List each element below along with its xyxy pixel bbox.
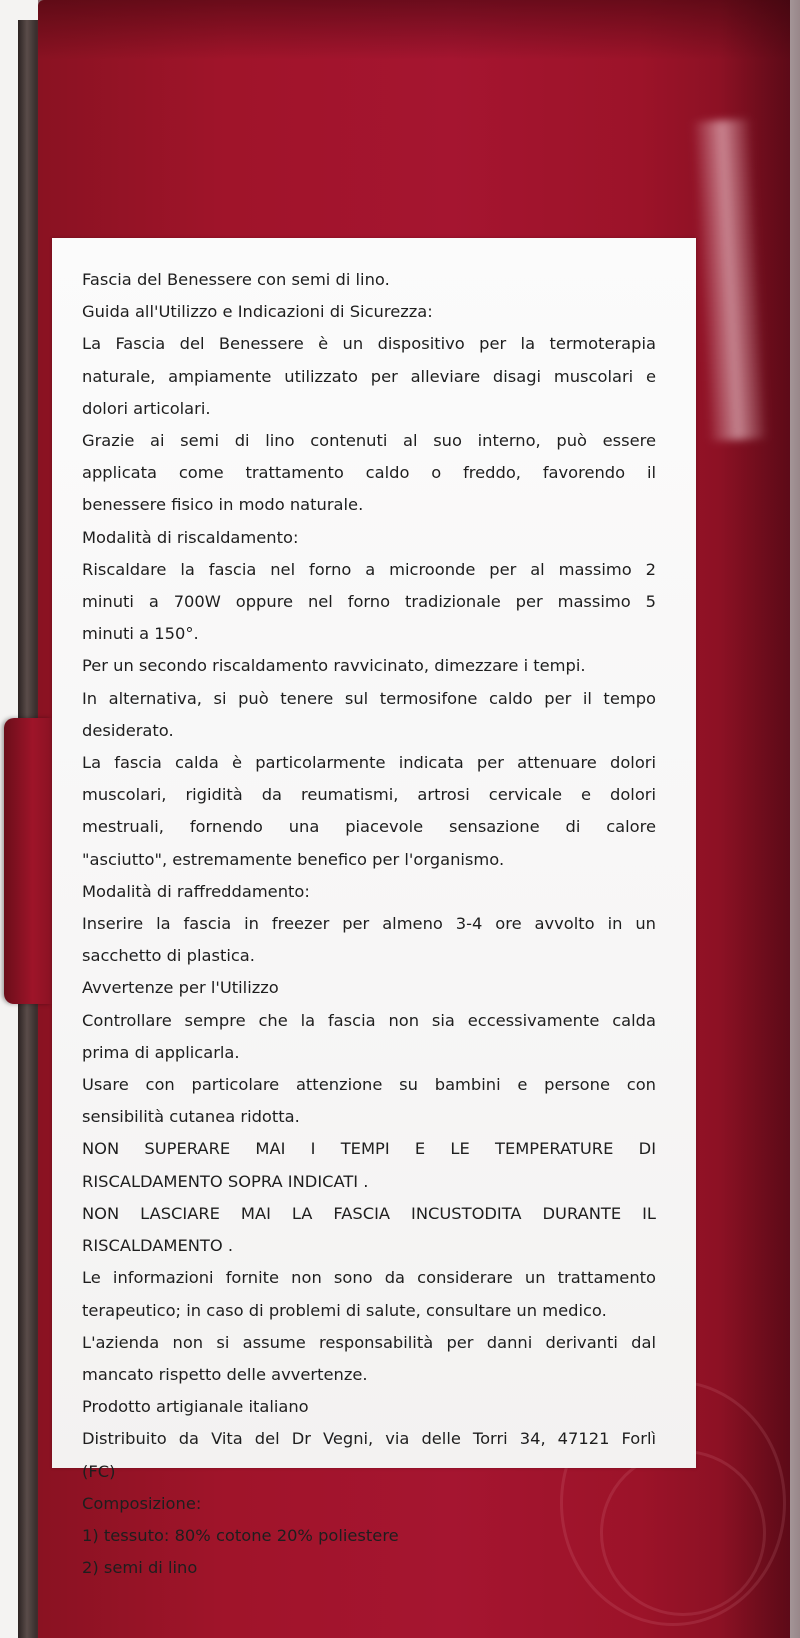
label-line: Prodotto artigianale italiano	[82, 1397, 309, 1417]
label-line: Avvertenze per l'Utilizzo	[82, 978, 279, 998]
label-line: mancato rispetto delle avvertenze.	[82, 1364, 368, 1384]
label-line: dolori articolari.	[82, 398, 211, 418]
label-line: mestruali, fornendo una piacevole sensazione di calore	[82, 817, 656, 837]
label-line: La Fascia del Benessere è un dispositivo per la termoterapia	[82, 334, 656, 354]
label-line: prima di applicarla.	[82, 1042, 240, 1062]
label-line: sacchetto di plastica.	[82, 946, 255, 966]
label-line: minuti a 700W oppure nel forno tradizionale per massimo 5	[82, 592, 656, 612]
label-line: Composizione:	[82, 1493, 202, 1513]
box-top-shadow	[38, 0, 790, 60]
box-closing-tab	[4, 718, 52, 1004]
label-line: Usare con particolare attenzione su bambini e persone con	[82, 1075, 656, 1095]
label-line: RISCALDAMENTO SOPRA INDICATI .	[82, 1171, 369, 1191]
instruction-text	[82, 264, 656, 1584]
label-line: Riscaldare la fascia nel forno a microonde per al massimo 2	[82, 559, 656, 579]
label-line: Fascia del Benessere con semi di lino.	[82, 270, 390, 289]
label-line: Le informazioni fornite non sono da considerare un trattamento	[82, 1268, 656, 1288]
label-line: NON SUPERARE MAI I TEMPI E LE TEMPERATURE DI	[82, 1139, 656, 1159]
label-line: muscolari, rigidità da reumatismi, artrosi cervicale e dolori	[82, 785, 656, 805]
label-line: terapeutico; in caso di problemi di salute, consultare un medico.	[82, 1300, 607, 1320]
instruction-label	[52, 238, 696, 1578]
label-line: 2) semi di lino	[82, 1558, 198, 1578]
label-line: minuti a 150°.	[82, 624, 199, 644]
label-line: Inserire la fascia in freezer per almeno 3-4 ore avvolto in un	[82, 914, 656, 934]
label-line: La fascia calda è particolarmente indicata per attenuare dolori	[82, 753, 656, 773]
label-line: "asciutto", estremamente benefico per l'organismo.	[82, 849, 505, 869]
label-line: Modalità di raffreddamento:	[82, 881, 310, 901]
label-line: desiderato.	[82, 720, 174, 740]
label-line: Controllare sempre che la fascia non sia eccessivamente calda	[82, 1010, 656, 1030]
label-line: applicata come trattamento caldo o freddo, favorendo il	[82, 463, 656, 483]
label-line: Modalità di riscaldamento:	[82, 527, 299, 547]
label-line: Per un secondo riscaldamento ravvicinato, dimezzare i tempi.	[82, 656, 586, 676]
label-line: sensibilità cutanea ridotta.	[82, 1107, 300, 1127]
label-line: naturale, ampiamente utilizzato per alleviare disagi muscolari e	[82, 366, 656, 386]
label-line: benessere fisico in modo naturale.	[82, 495, 364, 515]
label-line: L'azienda non si assume responsabilità per danni derivanti dal	[82, 1332, 656, 1352]
label-line: RISCALDAMENTO .	[82, 1236, 234, 1256]
label-line: In alternativa, si può tenere sul termosifone caldo per il tempo	[82, 688, 656, 708]
label-line: (FC)	[82, 1461, 116, 1481]
label-line: Grazie ai semi di lino contenuti al suo interno, può essere	[82, 431, 656, 451]
label-line: 1) tessuto: 80% cotone 20% poliestere	[82, 1525, 399, 1545]
label-line: NON LASCIARE MAI LA FASCIA INCUSTODITA DURANTE IL	[82, 1203, 656, 1223]
label-line: Distribuito da Vita del Dr Vegni, via delle Torri 34, 47121 Forlì	[82, 1429, 656, 1449]
label-line: Guida all'Utilizzo e Indicazioni di Sicurezza:	[82, 302, 433, 322]
